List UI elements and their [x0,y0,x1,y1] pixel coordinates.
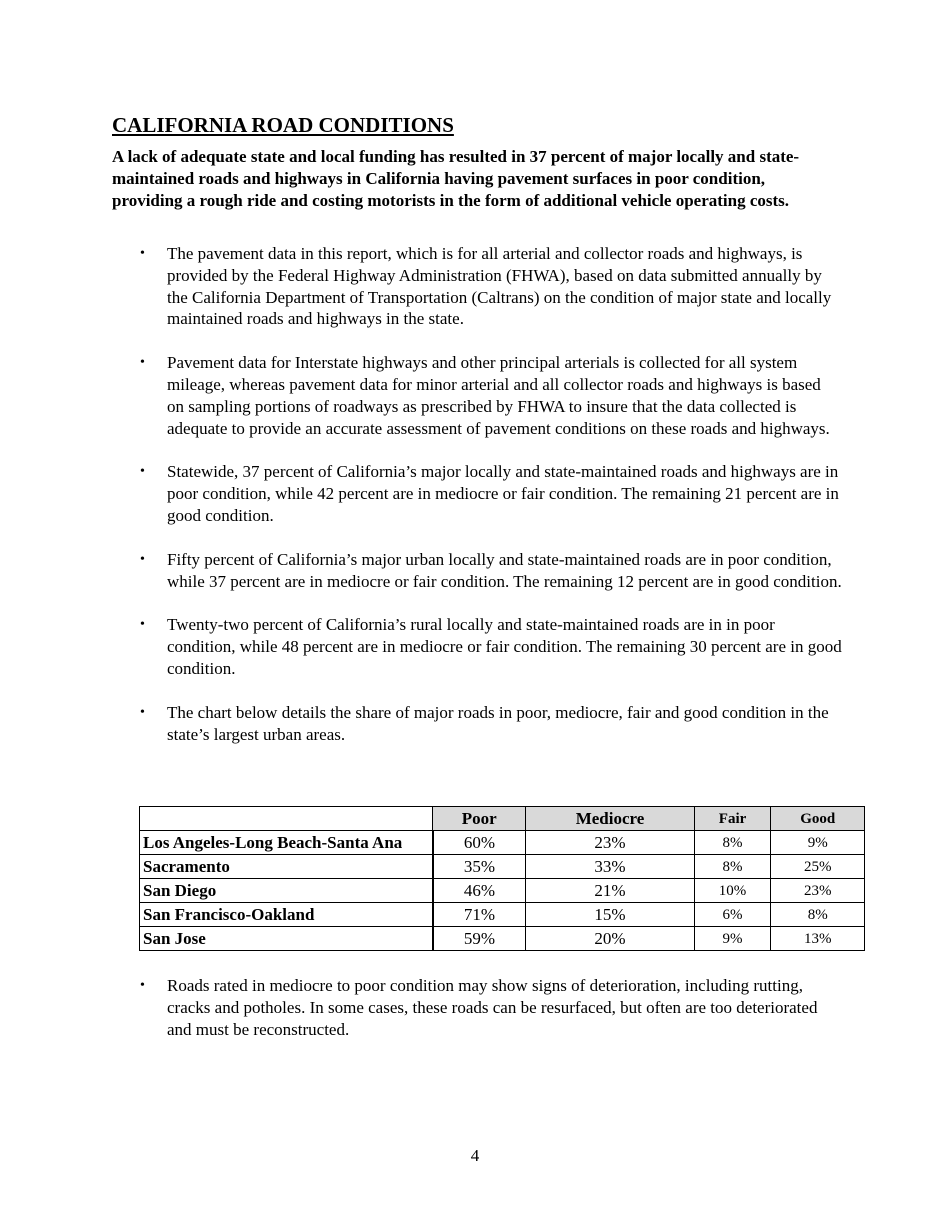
cell-poor: 35% [433,855,526,879]
bullet-item-3 [112,461,842,526]
table-row [140,879,865,903]
table-header-row [140,807,865,831]
header-mediocre: Mediocre [526,807,694,831]
cell-fair: 10% [694,879,771,903]
cell-poor: 46% [433,879,526,903]
bullet-item-5 [112,614,842,679]
bullet-dot: • [140,551,145,567]
row-area: Sacramento [140,855,433,879]
bullet-item-4 [112,549,842,593]
cell-good: 23% [771,879,865,903]
table-corner-cell [140,807,433,831]
page-number: 4 [470,1146,480,1165]
cell-mediocre: 23% [526,831,694,855]
row-area: San Jose [140,927,433,951]
bullet-item-6 [112,702,842,746]
bullet-item-1 [112,243,842,330]
bullet-list [112,243,842,745]
bullet-text: Statewide, 37 percent of California’s major locally and state-maintained roads and highways are in poor condition, while 42 percent are in mediocre or fair condition. The remaining 21 percent are in good condition. [167,462,839,525]
cell-fair: 9% [694,927,771,951]
cell-good: 13% [771,927,865,951]
bullet-dot: • [140,355,145,371]
cell-fair: 8% [694,855,771,879]
table-row [140,831,865,855]
header-good: Good [771,807,865,831]
bullet-text: Pavement data for Interstate highways and other principal arterials is collected for all system mileage, whereas pavement data for minor arterial and all collector roads and highways is based on sampling portions of roadways as prescribed by FHWA to insure that the data collected is adequate to provide an accurate assessment of pavement conditions on these roads and highways. [167,353,830,438]
cell-poor: 71% [433,903,526,927]
bullet-text: The chart below details the share of major roads in poor, mediocre, fair and good condition in the state’s largest urban areas. [167,702,829,744]
cell-good: 9% [771,831,865,855]
bullet-item-2 [112,352,842,439]
page-title: CALIFORNIA ROAD CONDITIONS [112,113,454,137]
cell-mediocre: 21% [526,879,694,903]
table-row [140,903,865,927]
row-area: Los Angeles-Long Beach-Santa Ana [140,831,433,855]
bullet-dot: • [140,464,145,480]
cell-fair: 6% [694,903,771,927]
header-poor: Poor [433,807,526,831]
cell-mediocre: 33% [526,855,694,879]
cell-good: 8% [771,903,865,927]
row-area: San Diego [140,879,433,903]
final-bullet-list [112,975,842,1040]
cell-mediocre: 20% [526,927,694,951]
table-row [140,927,865,951]
bullet-text: The pavement data in this report, which is for all arterial and collector roads and highways, is provided by the Federal Highway Administration (FHWA), based on data submitted annually by the California Department of Transportation (Caltrans) on the condition of major state and locally maintained roads and highways in the state. [167,244,832,329]
table-row [140,855,865,879]
cell-fair: 8% [694,831,771,855]
cell-mediocre: 15% [526,903,694,927]
cell-poor: 60% [433,831,526,855]
header-fair: Fair [694,807,771,831]
row-area: San Francisco-Oakland [140,903,433,927]
bullet-dot: • [140,704,145,720]
bullet-dot: • [140,246,145,261]
bullet-item-7 [112,975,842,1040]
bullet-text: Twenty-two percent of California’s rural locally and state-maintained roads are in in poor condition, while 48 percent are in mediocre or fair condition. The remaining 30 percent are in good condition. [167,615,842,678]
cell-good: 25% [771,855,865,879]
cell-poor: 59% [433,927,526,951]
bullet-dot: • [140,978,145,993]
bullet-text: Fifty percent of California’s major urban locally and state-maintained roads are in poor condition, while 37 percent are in mediocre or fair condition. The remaining 12 percent are in good condition. [167,549,842,591]
road-conditions-table [139,806,865,951]
bullet-text: Roads rated in mediocre to poor condition may show signs of deterioration, including rutting, cracks and potholes. In some cases, these roads can be resurfaced, but often are too deteriorated and must be reconstructed. [167,976,818,1039]
summary-paragraph: A lack of adequate state and local funding has resulted in 37 percent of major locally and state-maintained roads and highways in California having pavement surfaces in poor condition, providing a rough ride and costing motorists in the form of additional vehicle operating costs. [112,147,800,210]
bullet-dot: • [140,617,145,633]
